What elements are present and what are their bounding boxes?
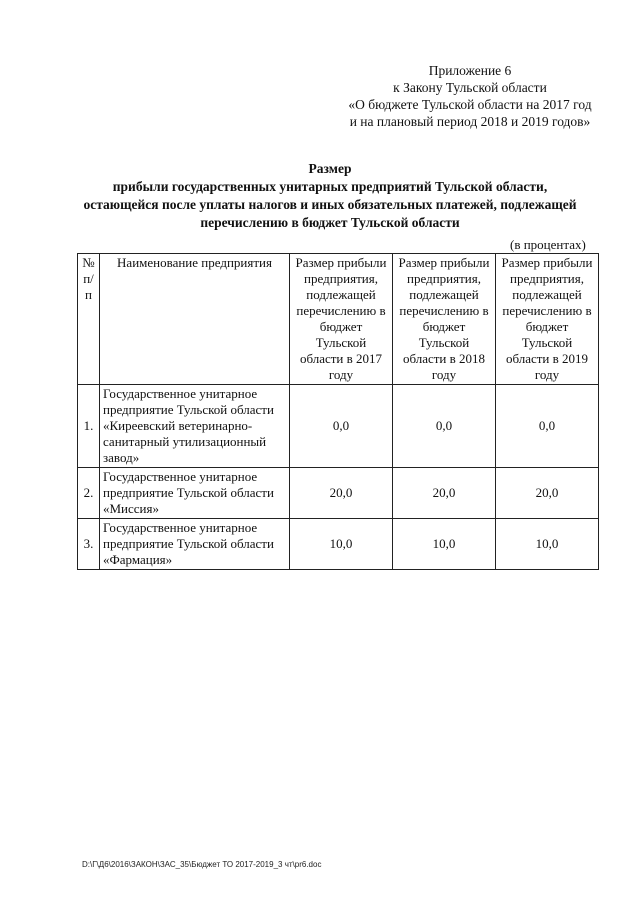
- header-number: № п/п: [78, 254, 100, 385]
- row-value-2018: 0,0: [393, 385, 496, 468]
- appendix-line-2: к Закону Тульской области: [393, 80, 547, 95]
- row-value-2018: 10,0: [393, 519, 496, 570]
- row-enterprise-name: Государственное унитарное предприятие Тульской области «Киреевский ветеринарно-санитарный утилизационный завод»: [100, 385, 290, 468]
- table-header-row: [78, 254, 599, 385]
- row-value-2017: 20,0: [290, 468, 393, 519]
- row-number: 1.: [78, 385, 100, 468]
- appendix-line-4: и на плановый период 2018 и 2019 годов»: [349, 114, 591, 129]
- header-2017: Размер прибыли предприятия, подлежащей перечислению в бюджет Тульской области в 2017 году: [290, 254, 393, 385]
- table-row: [78, 468, 599, 519]
- appendix-block: [330, 62, 610, 130]
- row-value-2019: 0,0: [496, 385, 599, 468]
- title-line-1: Размер: [308, 161, 352, 176]
- row-value-2017: 10,0: [290, 519, 393, 570]
- file-path-footer: D:\Г\Д6\2016\ЗАКОН\ЗАС_35\Бюджет ТО 2017-2019_3 чт\pr6.doc: [82, 860, 322, 869]
- appendix-line-3: «О бюджете Тульской области на 2017 год: [348, 97, 592, 112]
- header-2019: Размер прибыли предприятия, подлежащей перечислению в бюджет Тульской области в 2019 году: [496, 254, 599, 385]
- title-line-2: прибыли государственных унитарных предприятий Тульской области,: [112, 179, 548, 194]
- header-enterprise-name: Наименование предприятия: [100, 254, 290, 385]
- title-line-3: остающейся после уплаты налогов и иных обязательных платежей, подлежащей: [83, 197, 577, 212]
- document-title: [60, 160, 600, 232]
- row-number: 3.: [78, 519, 100, 570]
- row-number: 2.: [78, 468, 100, 519]
- appendix-line-1: Приложение 6: [428, 63, 512, 78]
- table-row: [78, 519, 599, 570]
- title-line-4: перечислению в бюджет Тульской области: [200, 215, 460, 230]
- row-value-2018: 20,0: [393, 468, 496, 519]
- row-value-2019: 20,0: [496, 468, 599, 519]
- row-value-2019: 10,0: [496, 519, 599, 570]
- row-enterprise-name: Государственное унитарное предприятие Тульской области «Миссия»: [100, 468, 290, 519]
- row-enterprise-name: Государственное унитарное предприятие Тульской области «Фармация»: [100, 519, 290, 570]
- units-note: (в процентах): [510, 237, 586, 252]
- header-2018: Размер прибыли предприятия, подлежащей перечислению в бюджет Тульской области в 2018 году: [393, 254, 496, 385]
- row-value-2017: 0,0: [290, 385, 393, 468]
- profit-table: [77, 253, 599, 570]
- table-row: [78, 385, 599, 468]
